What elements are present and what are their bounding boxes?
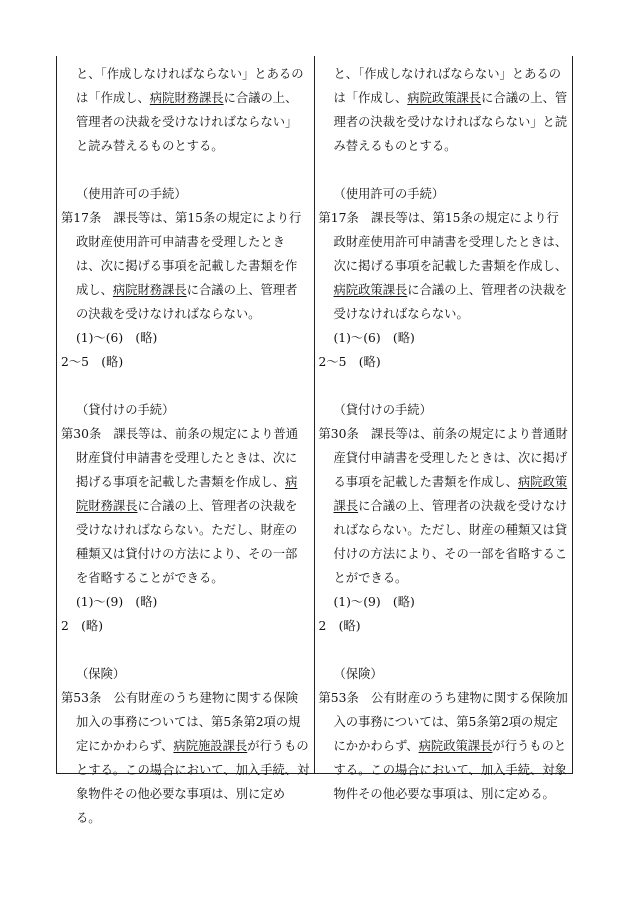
left-art17-underlined: 病院財務課長 [112, 283, 187, 297]
left-column-content [61, 62, 310, 830]
left-art30-underlined: 病院財務課長 [76, 475, 298, 513]
right-art30-underlined: 病院政策課長 [333, 475, 568, 513]
right-art30-body: 第30条 課長等は、前条の規定により普通財産貸付申請書を受理したときは、次に掲げる事項を記載した書類を作成し、病院政策課長に合議の上、管理者の決裁を受けなければならない。ただし、財産の種類又は貸付けの方法により、その一部を省略することができる。 [318, 427, 568, 585]
right-intro-paragraph: と、「作成しなければならない」とあるのは「作成し、病院政策課長に合議の上、管理者の決裁を受けなければならない」と読み替えるものとする。 [333, 67, 568, 153]
right-art17-underlined: 病院政策課長 [333, 283, 408, 297]
right-art53-underlined: 病院政策課長 [418, 739, 493, 753]
left-intro-paragraph: と、「作成しなければならない」とあるのは「作成し、病院財務課長に合議の上、管理者の決裁を受けなければならない」と読み替えるものとする。 [76, 67, 304, 153]
left-intro-underlined: 病院財務課長 [149, 91, 224, 105]
left-art17-body: 第17条 課長等は、第15条の規定により行政財産使用許可申請書を受理したときは、次に掲げる事項を記載した書類を作成し、病院財務課長に合議の上、管理者の決裁を受けなければならない。 [61, 211, 302, 321]
right-art30-items: (1)～(9) (略) [333, 595, 415, 609]
right-art17-heading: （使用許可の手続） [333, 187, 445, 201]
left-column-old-text [57, 56, 315, 825]
right-column-content [319, 62, 569, 806]
right-art17-items: (1)～(6) (略) [333, 331, 415, 345]
left-art30-body: 第30条 課長等は、前条の規定により普通財産貸付申請書を受理したときは、次に掲げる事項を記載した書類を作成し、病院財務課長に合議の上、管理者の決裁を受けなければならない。ただし、財産の種類又は貸付けの方法により、その一部を省略することができる。 [61, 427, 298, 585]
comparison-table [56, 56, 573, 825]
left-art30-paras: 2 (略) [61, 619, 104, 633]
right-art30-paras: 2 (略) [318, 619, 361, 633]
left-art17-items: (1)～(6) (略) [76, 331, 158, 345]
right-art53-heading: （保険） [333, 667, 383, 681]
right-art53-body: 第53条 公有財産のうち建物に関する保険加入の事務については、第5条第2項の規定にかかわらず、病院政策課長が行うものとする。この場合において、加入手続、対象物件その他必要な事項は、別に定める。 [318, 691, 568, 801]
left-art17-heading: （使用許可の手続） [76, 187, 187, 201]
right-intro-underlined: 病院政策課長 [407, 91, 482, 105]
left-art17-paras: 2～5 (略) [61, 355, 124, 369]
left-art53-underlined: 病院施設課長 [173, 739, 248, 753]
left-art30-items: (1)～(9) (略) [76, 595, 158, 609]
right-art30-heading: （貸付けの手続） [333, 403, 432, 417]
left-art30-heading: （貸付けの手続） [76, 403, 175, 417]
left-art53-heading: （保険） [76, 667, 126, 681]
right-column-new-text [315, 56, 573, 801]
left-art53-body: 第53条 公有財産のうち建物に関する保険加入の事務については、第5条第2項の規定にかかわらず、病院施設課長が行うものとする。この場合において、加入手続、対象物件その他必要な事項は、別に定める。 [61, 691, 310, 825]
right-art17-body: 第17条 課長等は、第15条の規定により行政財産使用許可申請書を受理したときは、次に掲げる事項を記載した書類を作成し、病院政策課長に合議の上、管理者の決裁を受けなければならない。 [318, 211, 568, 321]
right-art17-paras: 2～5 (略) [318, 355, 381, 369]
